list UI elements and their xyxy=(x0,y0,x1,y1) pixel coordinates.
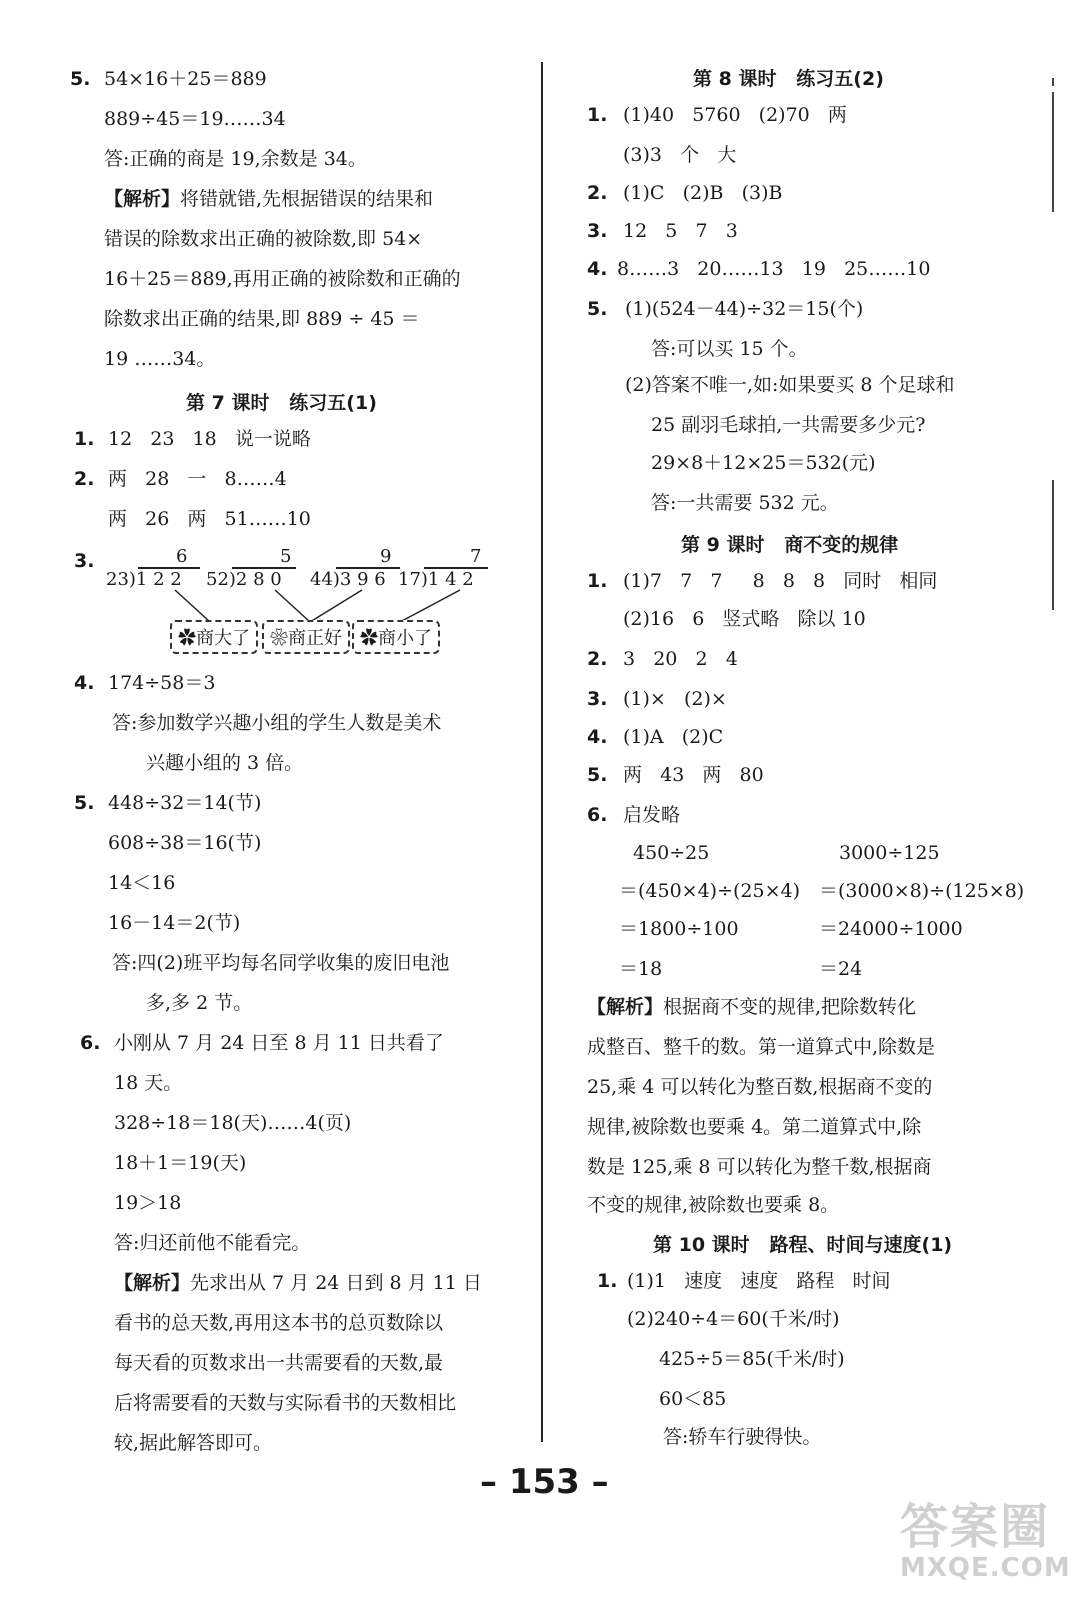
division-quotient: 6 xyxy=(176,546,188,567)
question-line: 5. 两 43 两 80 xyxy=(587,764,764,786)
text-line: 425÷5＝85(千米/时) xyxy=(659,1348,845,1370)
text-line: 60＜85 xyxy=(659,1388,727,1410)
explanation-line: 不变的规律,被除数也要乘 8。 xyxy=(587,1194,840,1216)
question-line: 4. 8……3 20……13 19 25……10 xyxy=(587,258,931,280)
explanation-line: 成整百、整千的数。第一道算式中,除数是 xyxy=(587,1036,936,1058)
lesson-9-title: 第 9 课时 商不变的规律 xyxy=(681,534,899,556)
star-icon: ✿ xyxy=(360,628,378,649)
question-line: 4. (1)A (2)C xyxy=(587,726,724,748)
explanation-line: 较,据此解答即可。 xyxy=(114,1432,273,1454)
answer-line: 答:正确的商是 19,余数是 34。 xyxy=(104,148,367,170)
text-line: 18＋1＝19(天) xyxy=(114,1152,247,1174)
text-line: 889÷45＝19……34 xyxy=(104,108,286,130)
question-line: 1. (1)1 速度 速度 路程 时间 xyxy=(597,1270,891,1292)
explanation-line: 后将需要看的天数与实际看书的天数相比 xyxy=(114,1392,457,1414)
answer-line: 答:一共需要 532 元。 xyxy=(651,492,839,514)
question-line: 1. (1)7 7 7 8 8 8 同时 相同 xyxy=(587,570,938,592)
explanation-line: 规律,被除数也要乘 4。第二道算式中,除 xyxy=(587,1116,922,1138)
division-expression: 52)2 8 0 xyxy=(206,569,282,590)
explanation-line: 【解析】将错就错,先根据错误的结果和 xyxy=(104,188,434,210)
calc-step: ＝(450×4)÷(25×4) xyxy=(619,880,801,902)
explanation-line: 除数求出正确的结果,即 889 ÷ 45 ＝ xyxy=(104,308,420,330)
explanation-line: 25,乘 4 可以转化为整百数,根据商不变的 xyxy=(587,1076,933,1098)
division-expression: 23)1 2 2 xyxy=(106,569,182,590)
answer-line: 答:四(2)班平均每名同学收集的废旧电池 xyxy=(112,952,450,974)
calc-step: ＝(3000×8)÷(125×8) xyxy=(819,880,1025,902)
calc-step: ＝24 xyxy=(819,958,863,980)
text-line: 25 副羽毛球拍,一共需要多少元? xyxy=(651,414,926,436)
lesson-7-title: 第 7 课时 练习五(1) xyxy=(186,392,377,414)
calc-step: ＝1800÷100 xyxy=(619,918,739,940)
lesson-8-title: 第 8 课时 练习五(2) xyxy=(693,68,884,90)
question-line: 3. xyxy=(74,550,95,572)
answer-line: 答:轿车行驶得快。 xyxy=(663,1426,822,1448)
star-icon: ✿ xyxy=(178,628,196,649)
text-line: (3)3 个 大 xyxy=(623,144,737,166)
question-line: 2. 3 20 2 4 xyxy=(587,648,738,670)
question-line: 5. 54×16＋25＝889 xyxy=(70,68,267,90)
label-box-just-right: ❀商正好 xyxy=(262,620,350,654)
text-line: (2)240÷4＝60(千米/时) xyxy=(627,1308,840,1330)
column-divider xyxy=(541,62,543,1442)
text-line: 16－14＝2(节) xyxy=(108,912,241,934)
calc-step: 3000÷125 xyxy=(839,842,940,864)
text-line: 19＞18 xyxy=(114,1192,182,1214)
explanation-line: 错误的除数求出正确的被除数,即 54× xyxy=(104,228,423,250)
answer-line: 多,多 2 节。 xyxy=(146,992,253,1014)
watermark xyxy=(900,1488,1071,1583)
answer-line: 答:可以买 15 个。 xyxy=(651,338,808,360)
lesson-10-title: 第 10 课时 路程、时间与速度(1) xyxy=(653,1234,953,1256)
division-expression: 17)1 4 2 xyxy=(398,569,474,590)
watermark-logo: 答案圈 xyxy=(900,1499,1051,1555)
explanation-line: 【解析】根据商不变的规律,把除数转化 xyxy=(587,996,917,1018)
question-line: 2. 两 28 一 8……4 xyxy=(74,468,287,490)
question-line: 3. 12 5 7 3 xyxy=(587,220,738,242)
text-line: 14＜16 xyxy=(108,872,176,894)
watermark-url: MXQE.COM xyxy=(900,1553,1071,1583)
text-line: 18 天。 xyxy=(114,1072,183,1094)
question-line: 6. 启发略 xyxy=(587,804,681,826)
text-line: (2)答案不唯一,如:如果要买 8 个足球和 xyxy=(625,374,955,396)
division-quotient: 9 xyxy=(380,546,392,567)
explanation-line: 看书的总天数,再用这本书的总页数除以 xyxy=(114,1312,444,1334)
question-line: 1. 12 23 18 说一说略 xyxy=(74,428,311,450)
question-line: 3. (1)× (2)× xyxy=(587,688,727,710)
question-line: 2. (1)C (2)B (3)B xyxy=(587,182,783,204)
question-line: 1. (1)40 5760 (2)70 两 xyxy=(587,104,847,126)
question-line: 4. 174÷58＝3 xyxy=(74,672,216,694)
text-line: 两 26 两 51……10 xyxy=(108,508,311,530)
division-expression: 44)3 9 6 xyxy=(310,569,386,590)
text-line: 29×8＋12×25＝532(元) xyxy=(651,452,876,474)
calc-step: 450÷25 xyxy=(633,842,710,864)
explanation-line: 16＋25＝889,再用正确的被除数和正确的 xyxy=(104,268,461,290)
calc-step: ＝24000÷1000 xyxy=(819,918,963,940)
question-line: 6. 小刚从 7 月 24 日至 8 月 11 日共看了 xyxy=(80,1032,444,1054)
text-line: 608÷38＝16(节) xyxy=(108,832,262,854)
explanation-line: 数是 125,乘 8 可以转化为整千数,根据商 xyxy=(587,1156,932,1178)
division-quotient: 7 xyxy=(470,546,482,567)
label-box-too-small: ✿商小了 xyxy=(352,620,440,654)
answer-line: 答:归还前他不能看完。 xyxy=(114,1232,311,1254)
answer-line: 答:参加数学兴趣小组的学生人数是美术 xyxy=(112,712,442,734)
explanation-line: 【解析】先求出从 7 月 24 日到 8 月 11 日 xyxy=(114,1272,482,1294)
question-line: 5. 448÷32＝14(节) xyxy=(74,792,262,814)
division-quotient: 5 xyxy=(280,546,292,567)
edge-mark xyxy=(1052,78,1054,86)
flower-icon: ❀ xyxy=(270,628,288,649)
explanation-line: 19 ……34。 xyxy=(104,348,216,370)
label-box-too-big: ✿商大了 xyxy=(170,620,258,654)
edge-mark xyxy=(1052,92,1054,212)
edge-mark xyxy=(1052,480,1054,610)
text-line: (2)16 6 竖式略 除以 10 xyxy=(623,608,866,630)
explanation-line: 每天看的页数求出一共需要看的天数,最 xyxy=(114,1352,444,1374)
answer-line: 兴趣小组的 3 倍。 xyxy=(146,752,304,774)
page-number: – 153 – xyxy=(480,1462,609,1502)
calc-step: ＝18 xyxy=(619,958,663,980)
text-line: 328÷18＝18(天)……4(页) xyxy=(114,1112,352,1134)
question-line: 5. (1)(524－44)÷32＝15(个) xyxy=(587,298,864,320)
